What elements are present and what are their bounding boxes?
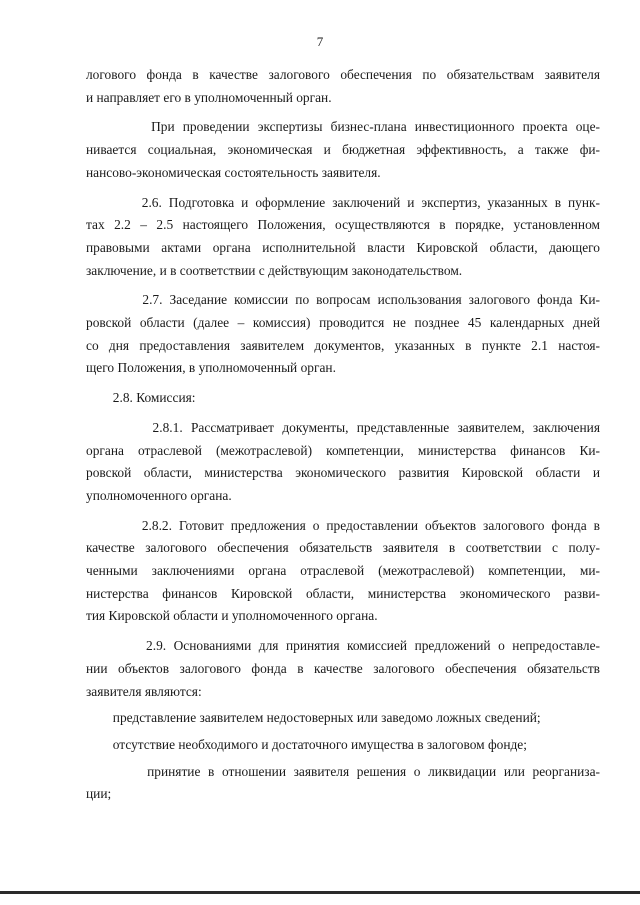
text-line: правовыми актами органа исполнительной власти Кировской области, дающего	[86, 239, 600, 255]
text-line: нистерства финансов Кировской области, министерства экономического разви-	[86, 585, 600, 601]
text-line: со дня предоставления заявителем документов, указанных в пункте 2.1 настоя-	[86, 337, 600, 353]
text-line: уполномоченного органа.	[86, 487, 232, 503]
text-line: качестве залогового обеспечения обязательств заявителя в соответствии с полу-	[86, 540, 600, 556]
text-line: заявителя являются:	[86, 683, 202, 699]
text-line: тах 2.2 – 2.5 настоящего Положения, осуществляются в порядке, установленном	[86, 217, 600, 233]
text-line: 2.6. Подготовка и оформление заключений и экспертиз, указанных в пунк-	[86, 194, 600, 210]
text-line: 2.8.2. Готовит предложения о предоставлении объектов залогового фонда в	[86, 517, 600, 533]
text-line: 2.8.1. Рассматривает документы, представленные заявителем, заключения	[86, 419, 600, 435]
text-line: нии объектов залогового фонда в качестве залогового обеспечения обязательств	[86, 660, 600, 676]
text-line: логового фонда в качестве залогового обеспечения по обязательствам заявителя	[86, 67, 600, 82]
text-line: ровской области, министерства экономического развития Кировской области и	[86, 465, 600, 481]
text-line: При проведении экспертизы бизнес-плана инвестиционного проекта оце-	[86, 119, 600, 135]
text-line: нивается социальная, экономическая и бюджетная эффективность, а также фи-	[86, 142, 600, 158]
text-line: принятие в отношении заявителя решения о ликвидации или реорганиза-	[86, 763, 600, 779]
body-text	[86, 64, 600, 806]
text-line: отсутствие необходимого и достаточного имущества в залоговом фонде;	[86, 736, 527, 752]
text-line: органа отраслевой (межотраслевой) компетенции, министерства финансов Ки-	[86, 442, 600, 458]
text-line: заключение, и в соответствии с действующим законодательством.	[86, 262, 463, 278]
text-line: ции;	[86, 786, 112, 802]
page-number: 7	[316, 34, 324, 49]
text-line: 2.7. Заседание комиссии по вопросам использования залогового фонда Ки-	[86, 292, 600, 308]
text-line: щего Положения, в уполномоченный орган.	[86, 360, 336, 376]
bottom-scan-edge	[0, 891, 640, 894]
text-line: ченными заключениями органа отраслевой (межотраслевой) компетенции, ми-	[86, 563, 600, 579]
text-line: представление заявителем недостоверных или заведомо ложных сведений;	[86, 710, 541, 726]
text-line: тия Кировской области и уполномоченного органа.	[86, 608, 378, 624]
text-line: и направляет его в уполномоченный орган.	[86, 89, 332, 105]
text-line: 2.8. Комиссия:	[86, 390, 196, 406]
text-line: нансово-экономическая состоятельность заявителя.	[86, 164, 381, 180]
text-line: 2.9. Основаниями для принятия комиссией предложений о непредоставле-	[86, 638, 600, 654]
text-line: ровской области (далее – комиссия) проводится не позднее 45 календарных дней	[86, 315, 600, 331]
